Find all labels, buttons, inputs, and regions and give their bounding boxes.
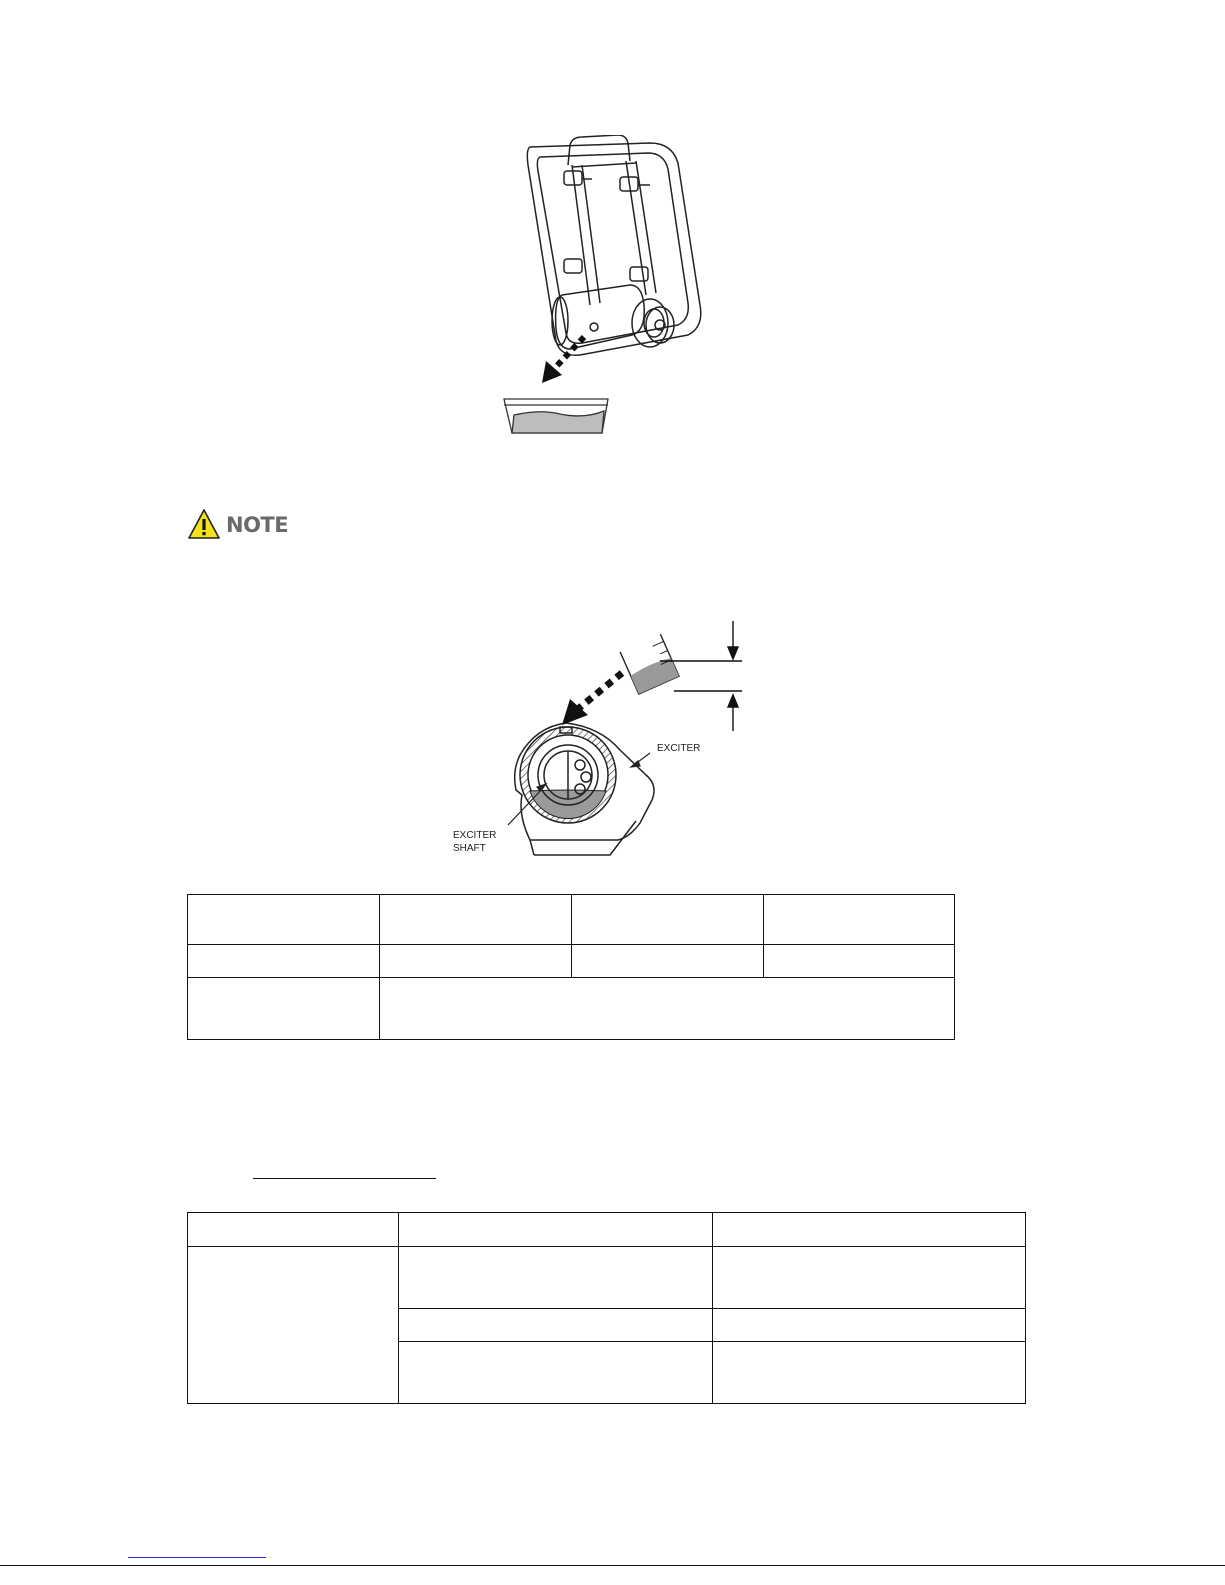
table-cell	[572, 895, 764, 945]
table-cell	[713, 1247, 1026, 1309]
table-cell	[399, 1213, 713, 1247]
table-cell	[713, 1309, 1026, 1342]
table-cell	[572, 945, 764, 978]
table-cell	[399, 1309, 713, 1342]
table-cell	[764, 945, 955, 978]
table-cell	[380, 945, 572, 978]
table-cell	[188, 895, 380, 945]
table-cell	[188, 978, 380, 1040]
table-cell	[188, 945, 380, 978]
spec-table-2	[187, 1212, 1026, 1404]
table-row	[188, 978, 955, 1040]
exciter-shaft-label	[453, 829, 496, 855]
section-heading-underline	[253, 1178, 436, 1179]
warning-icon	[187, 508, 221, 540]
footer-divider	[0, 1565, 1225, 1566]
exciter-label: EXCITER	[657, 743, 701, 754]
table-cell	[399, 1247, 713, 1309]
table-row	[188, 1247, 1026, 1309]
drain-figure	[500, 135, 720, 440]
table-cell	[380, 895, 572, 945]
spec-table-1	[187, 894, 955, 1040]
table-cell	[188, 1247, 399, 1404]
table-cell	[713, 1342, 1026, 1404]
table-cell	[188, 1213, 399, 1247]
exciter-shaft-label-line2: SHAFT	[453, 843, 486, 854]
table-cell	[380, 978, 955, 1040]
exciter-oil-figure	[500, 615, 760, 870]
table-cell	[399, 1342, 713, 1404]
table-row	[188, 1213, 1026, 1247]
table-row	[188, 945, 955, 978]
table-cell	[713, 1213, 1026, 1247]
footer-link-underline[interactable]	[128, 1557, 266, 1558]
exciter-shaft-label-line1: EXCITER	[453, 830, 497, 841]
table-cell	[764, 895, 955, 945]
table-row	[188, 895, 955, 945]
note-heading	[187, 508, 297, 542]
note-label: NOTE	[226, 513, 289, 537]
